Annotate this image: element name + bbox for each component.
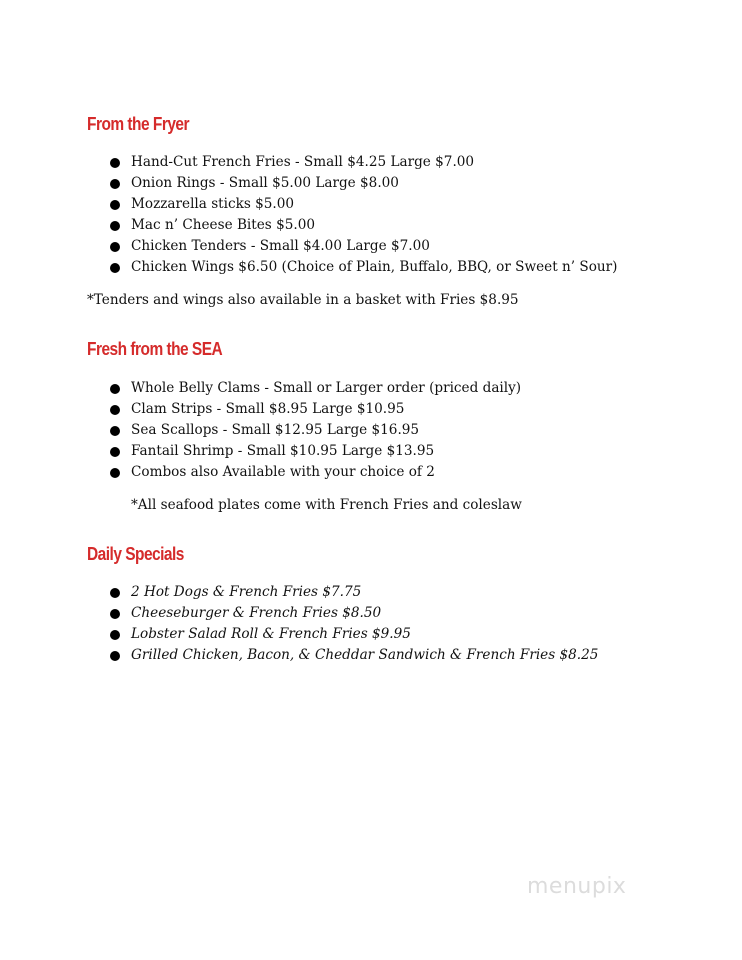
sea-item-list (108, 378, 521, 483)
bullet-icon (110, 200, 120, 210)
sea-note: *All seafood plates come with French Fries and coleslaw (131, 497, 522, 513)
list-item: Mozzarella sticks $5.00 (108, 194, 617, 215)
list-item: Mac n’ Cheese Bites $5.00 (108, 215, 617, 236)
list-item: Grilled Chicken, Bacon, & Cheddar Sandwich & French Fries $8.25 (108, 645, 598, 666)
bullet-icon (110, 588, 120, 598)
bullet-icon (110, 242, 120, 252)
bullet-icon (110, 630, 120, 640)
bullet-icon (110, 468, 120, 478)
menupix-watermark: menupix (527, 874, 627, 899)
list-item: Fantail Shrimp - Small $10.95 Large $13.95 (108, 441, 521, 462)
bullet-icon (110, 609, 120, 619)
list-item: Cheeseburger & French Fries $8.50 (108, 603, 598, 624)
list-item: Chicken Wings $6.50 (Choice of Plain, Buffalo, BBQ, or Sweet n’ Sour) (108, 257, 617, 278)
list-item: 2 Hot Dogs & French Fries $7.75 (108, 582, 598, 603)
list-item: Hand-Cut French Fries - Small $4.25 Large $7.00 (108, 152, 617, 173)
list-item: Onion Rings - Small $5.00 Large $8.00 (108, 173, 617, 194)
section-title-specials: Daily Specials (87, 544, 184, 564)
bullet-icon (110, 447, 120, 457)
section-title-fryer: From the Fryer (87, 114, 190, 134)
bullet-icon (110, 221, 120, 231)
bullet-icon (110, 384, 120, 394)
bullet-icon (110, 405, 120, 415)
bullet-icon (110, 179, 120, 189)
list-item: Sea Scallops - Small $12.95 Large $16.95 (108, 420, 521, 441)
list-item: Lobster Salad Roll & French Fries $9.95 (108, 624, 598, 645)
list-item: Chicken Tenders - Small $4.00 Large $7.00 (108, 236, 617, 257)
list-item: Combos also Available with your choice of 2 (108, 462, 521, 483)
list-item: Whole Belly Clams - Small or Larger order (priced daily) (108, 378, 521, 399)
fryer-note: *Tenders and wings also available in a basket with Fries $8.95 (87, 292, 519, 308)
bullet-icon (110, 651, 120, 661)
bullet-icon (110, 263, 120, 273)
specials-item-list (108, 582, 598, 666)
section-title-sea: Fresh from the SEA (87, 339, 223, 359)
fryer-item-list (108, 152, 617, 278)
bullet-icon (110, 426, 120, 436)
bullet-icon (110, 158, 120, 168)
list-item: Clam Strips - Small $8.95 Large $10.95 (108, 399, 521, 420)
